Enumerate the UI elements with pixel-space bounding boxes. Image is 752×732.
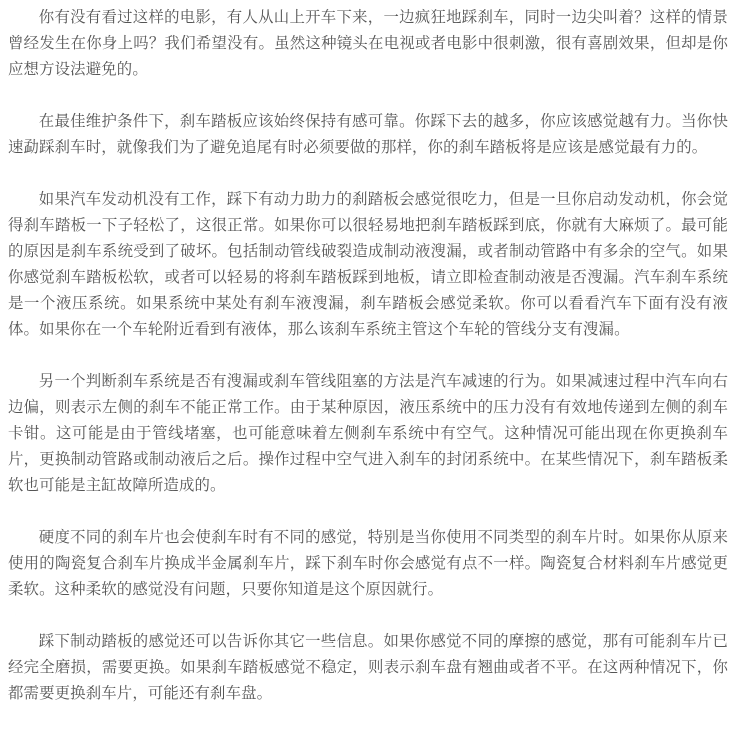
paragraph-brake-leak: 如果汽车发动机没有工作，踩下有动力助力的刹踏板会感觉很吃力，但是一旦你启动发动机，你会觉得刹车踏板一下子轻松了，这很正常。如果你可以很轻易地把刹车踏板踩到底，你就有大麻烦了。最可能的原因是刹车系统受到了破坏。包括制动管线破裂造成制动液溲漏，或者制动管路中有多余的空气。如果你感觉刹车踏板松软，或者可以轻易的将刹车踏板踩到地板，请立即检查制动液是否溲漏。汽车刹车系统是一个液压系统。如果系统中某处有刹车液溲漏，刹车踏板会感觉柔软。你可以看看汽车下面有没有液体。如果你在一个车轮附近看到有液体，那么该刹车系统主管这个车轮的管线分支有溲漏。 [8,190,728,338]
paragraph-pull-to-side: 另一个判断刹车系统是否有溲漏或刹车管线阻塞的方法是汽车减速的行为。如果减速过程中汽车向右边偏，则表示左侧的刹车不能正常工作。由于某种原因，液压系统中的压力没有有效地传递到左侧的刹车卡钳。这可能是由于管线堵塞，也可能意味着左侧刹车系统中有空气。这种情况可能出现在你更换刹车片，更换制动管路或制动液后之后。操作过程中空气进入刹车的封闭系统中。在某些情况下，刹车踏板柔软也可能是主缸故障所造成的。 [8,372,728,494]
paragraph-pad-hardness: 硬度不同的刹车片也会使刹车时有不同的感觉，特别是当你使用不同类型的刹车片时。如果你从原来使用的陶瓷复合刹车片换成半金属刹车片，踩下刹车时你会感觉有点不一样。陶瓷复合材料刹车片感觉更柔软。这种柔软的感觉没有问题，只要你知道是这个原因就行。 [8,528,728,598]
paragraph-pad-wear: 踩下制动踏板的感觉还可以告诉你其它一些信息。如果你感觉不同的摩擦的感觉，那有可能刹车片已经完全磨损，需要更换。如果刹车踏板感觉不稳定，则表示刹车盘有翘曲或者不平。在这两种情况下，你都需要更换刹车片，可能还有刹车盘。 [8,632,728,702]
paragraph-intro: 你有没有看过这样的电影，有人从山上开车下来，一边疯狂地踩刹车，同时一边尖叫着？这样的情景曾经发生在你身上吗？我们希望没有。虽然这种镜头在电视或者电影中很刺激，很有喜剧效果，但却是你应想方设法避免的。 [8,8,728,78]
paragraph-pedal-feel: 在最佳维护条件下，刹车踏板应该始终保持有感可靠。你踩下去的越多，你应该感觉越有力。当你快速勐踩刹车时，就像我们为了避免追尾有时必须要做的那样，你的刹车踏板将是应该是感觉最有力的。 [8,112,728,156]
